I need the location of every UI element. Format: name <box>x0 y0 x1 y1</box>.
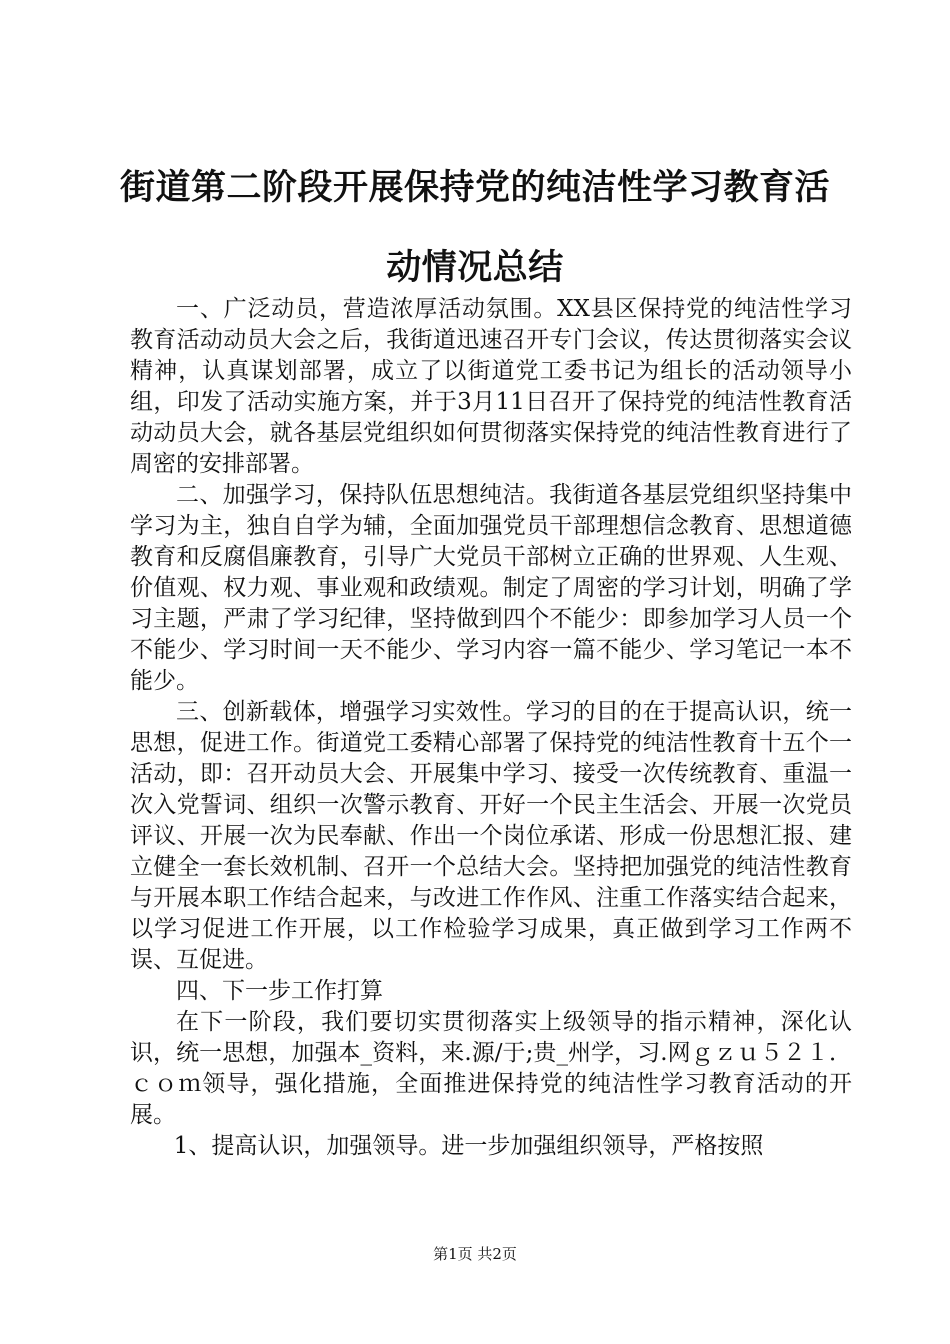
paragraph-study: 二、加强学习，保持队伍思想纯洁。我街道各基层党组织坚持集中学习为主，独自自学为辅，全面加强党员干部理想信念教育、思想道德教育和反腐倡廉教育，引导广大党员干部树立正确的世界观、人生观、价值观、权力观、事业观和政绩观。制定了周密的学习计划，明确了学习主题，严肃了学习纪律，坚持做到四个不能少：即参加学习人员一个不能少、学习时间一天不能少、学习内容一篇不能少、学习笔记一本不能少。 <box>130 482 852 694</box>
document-title-line-2: 动情况总结 <box>386 248 564 288</box>
paragraph-item-1: 1、提高认识，加强领导。进一步加强组织领导，严格按照 <box>173 1133 764 1159</box>
document-title-line-1: 街道第二阶段开展保持党的纯洁性学习教育活 <box>119 168 830 208</box>
paragraph-innovation: 三、创新载体，增强学习实效性。学习的目的在于提高认识，统一思想，促进工作。街道党工委精心部署了保持党的纯洁性教育十五个一活动，即：召开动员大会、开展集中学习、接受一次传统教育、重温一次入党誓词、组织一次警示教育、开好一个民主生活会、开展一次党员评议、开展一次为民奉献、作出一个岗位承诺、形成一份思想汇报、建立健全一套长效机制、召开一个总结大会。坚持把加强党的纯洁性教育与开展本职工作结合起来，与改进工作作风、注重工作落实结合起来，以学习促进工作开展，以工作检验学习成果，真正做到学习工作两不误、互促进。 <box>130 699 852 973</box>
page-footer: 第1页 共2页 <box>433 1245 517 1263</box>
paragraph-next-steps-heading: 四、下一步工作打算 <box>176 978 383 1004</box>
paragraph-mobilization: 一、广泛动员，营造浓厚活动氛围。XX县区保持党的纯洁性学习教育活动动员大会之后，我街道迅速召开专门会议，传达贯彻落实会议精神，认真谋划部署，成立了以街道党工委书记为组长的活动领导小组，印发了活动实施方案，并于3月11日召开了保持党的纯洁性教育活动动员大会，就各基层党组织如何贯彻落实保持党的纯洁性教育进行了周密的安排部署。 <box>130 296 852 477</box>
document-body <box>130 294 852 1162</box>
paragraph-next-stage: 在下一阶段，我们要切实贯彻落实上级领导的指示精神，深化认识，统一思想，加强本_资料，来.源/于;贵_州学，习.网ｇｚｕ５２１．ｃｏｍ领导，强化措施，全面推进保持党的纯洁性学习教育活动的开展。 <box>130 1009 852 1128</box>
